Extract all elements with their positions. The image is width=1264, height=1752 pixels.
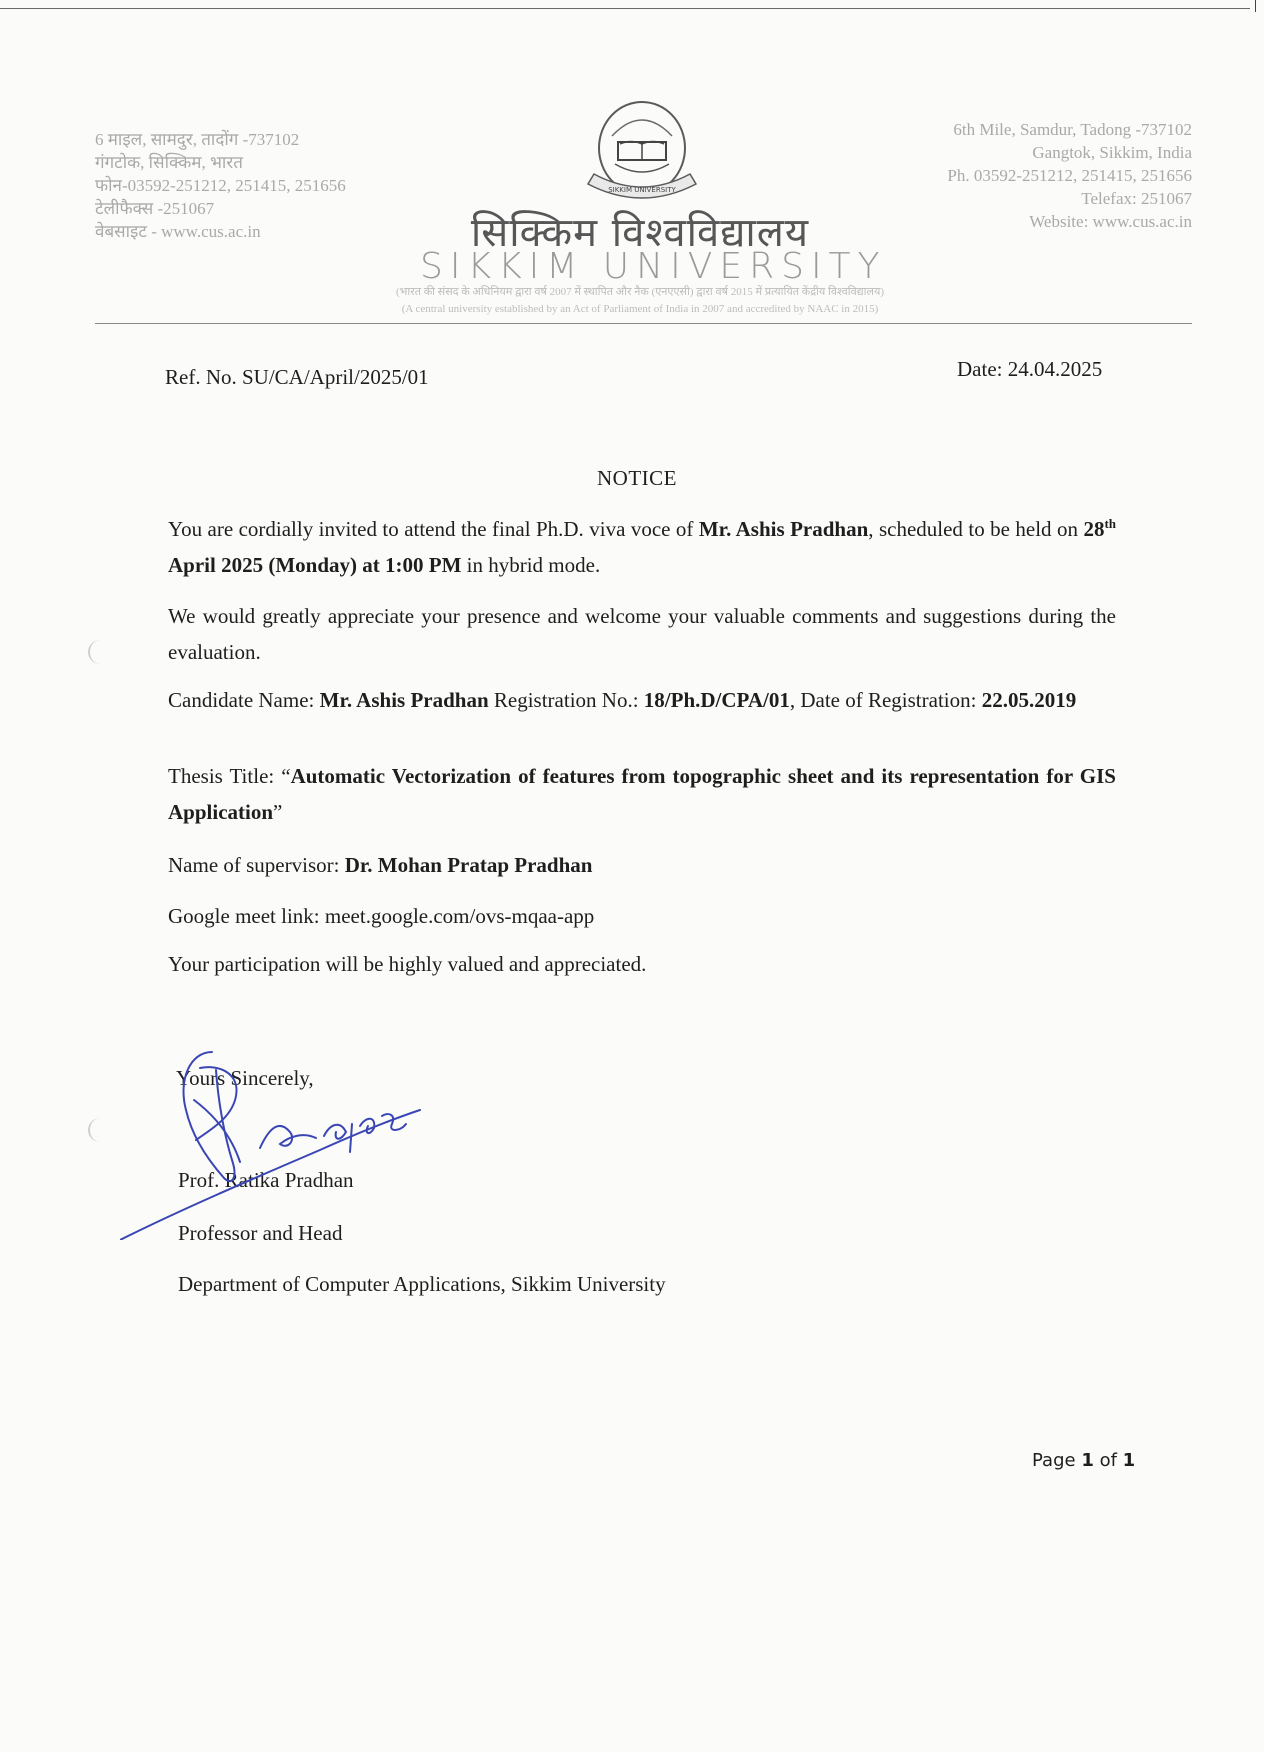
closing-salutation: Yours Sincerely, <box>176 1066 314 1090</box>
signatory-name: Prof. Ratika Pradhan <box>178 1168 354 1192</box>
notice-heading: NOTICE <box>597 466 677 490</box>
thesis-title: Automatic Vectorization of features from topographic sheet and its representation for GIS Application <box>168 764 1116 824</box>
letterhead-address-english: 6th Mile, Samdur, Tadong -737102 Gangtok, Sikkim, India Ph. 03592-251212, 251415, 251656 Telefax: 251067 Website: www.cus.ac.in <box>947 120 1192 231</box>
signatory-title: Professor and Head <box>178 1221 343 1245</box>
letterhead-tagline-english: (A central university established by an Act of Parliament of India in 2007 and accredited by NAAC in 2015) <box>401 303 879 315</box>
letterhead-address-hindi: 6 माइल, सामदुर, तादोंग -737102 गंगटोक, सिक्किम, भारत फोन-03592-251212, 251415, 251656 टेलीफैक्स -251067 वेबसाइट - www.cus.ac.in <box>95 130 346 241</box>
meet-link: Google meet link: meet.google.com/ovs-mqaa-app <box>168 904 595 928</box>
signatory-department: Department of Computer Applications, Sikkim University <box>178 1272 666 1296</box>
punch-hole-mark <box>88 1118 112 1142</box>
scan-top-edge <box>0 8 1250 9</box>
thesis-title-line: Thesis Title: “Automatic Vectorization of features from topographic sheet and its representation for GIS Application” <box>168 764 1116 824</box>
emblem-text: SIKKIM UNIVERSITY <box>608 186 676 194</box>
handwritten-signature <box>120 1040 440 1240</box>
letterhead-divider <box>95 323 1192 324</box>
invitation-paragraph: You are cordially invited to attend the final Ph.D. viva voce of Mr. Ashis Pradhan, scheduled to be held on 28th April 2025 (Monday) at 1:00 PM in hybrid mode. <box>168 516 1116 577</box>
page-number: Page 1 of 1 <box>1032 1450 1136 1471</box>
registration-date: 22.05.2019 <box>981 688 1077 712</box>
appreciation-paragraph: We would greatly appreciate your presence and welcome your valuable comments and suggestions during the evaluation. <box>168 604 1116 664</box>
candidate-name: Mr. Ashis Pradhan <box>319 688 489 712</box>
registration-number: 18/Ph.D/CPA/01 <box>643 688 790 712</box>
punch-hole-mark <box>88 640 112 664</box>
scan-right-edge <box>1255 0 1256 12</box>
supervisor-name: Dr. Mohan Pratap Pradhan <box>344 853 593 877</box>
closing-paragraph: Your participation will be highly valued and appreciated. <box>168 952 647 976</box>
viva-schedule: 28th April 2025 (Monday) at 1:00 PM <box>168 516 1116 577</box>
letterhead-tagline-hindi: (भारत की संसद के अधिनियम द्वारा वर्ष 2007 में स्थापित और नैक (एनएएसी) द्वारा वर्ष 2015 में प्रत्यायित केंद्रीय विश्वविद्यालय) <box>395 286 885 298</box>
signature-date: 24/4/25 <box>358 1160 362 1161</box>
university-name-hindi: सिक्किम विश्वविद्यालय <box>470 210 810 256</box>
supervisor-line: Name of supervisor: Dr. Mohan Pratap Pradhan <box>168 853 593 877</box>
candidate-details: Candidate Name: Mr. Ashis Pradhan Registration No.: 18/Ph.D/CPA/01, Date of Registration: 22.05.2019 <box>168 688 1077 712</box>
reference-number: Ref. No. SU/CA/April/2025/01 <box>165 365 429 389</box>
notice-date: Date: 24.04.2025 <box>957 357 1103 381</box>
university-emblem-icon <box>582 96 702 212</box>
university-name-english: SIKKIM UNIVERSITY <box>420 246 887 287</box>
candidate-name-inline: Mr. Ashis Pradhan <box>698 517 869 541</box>
